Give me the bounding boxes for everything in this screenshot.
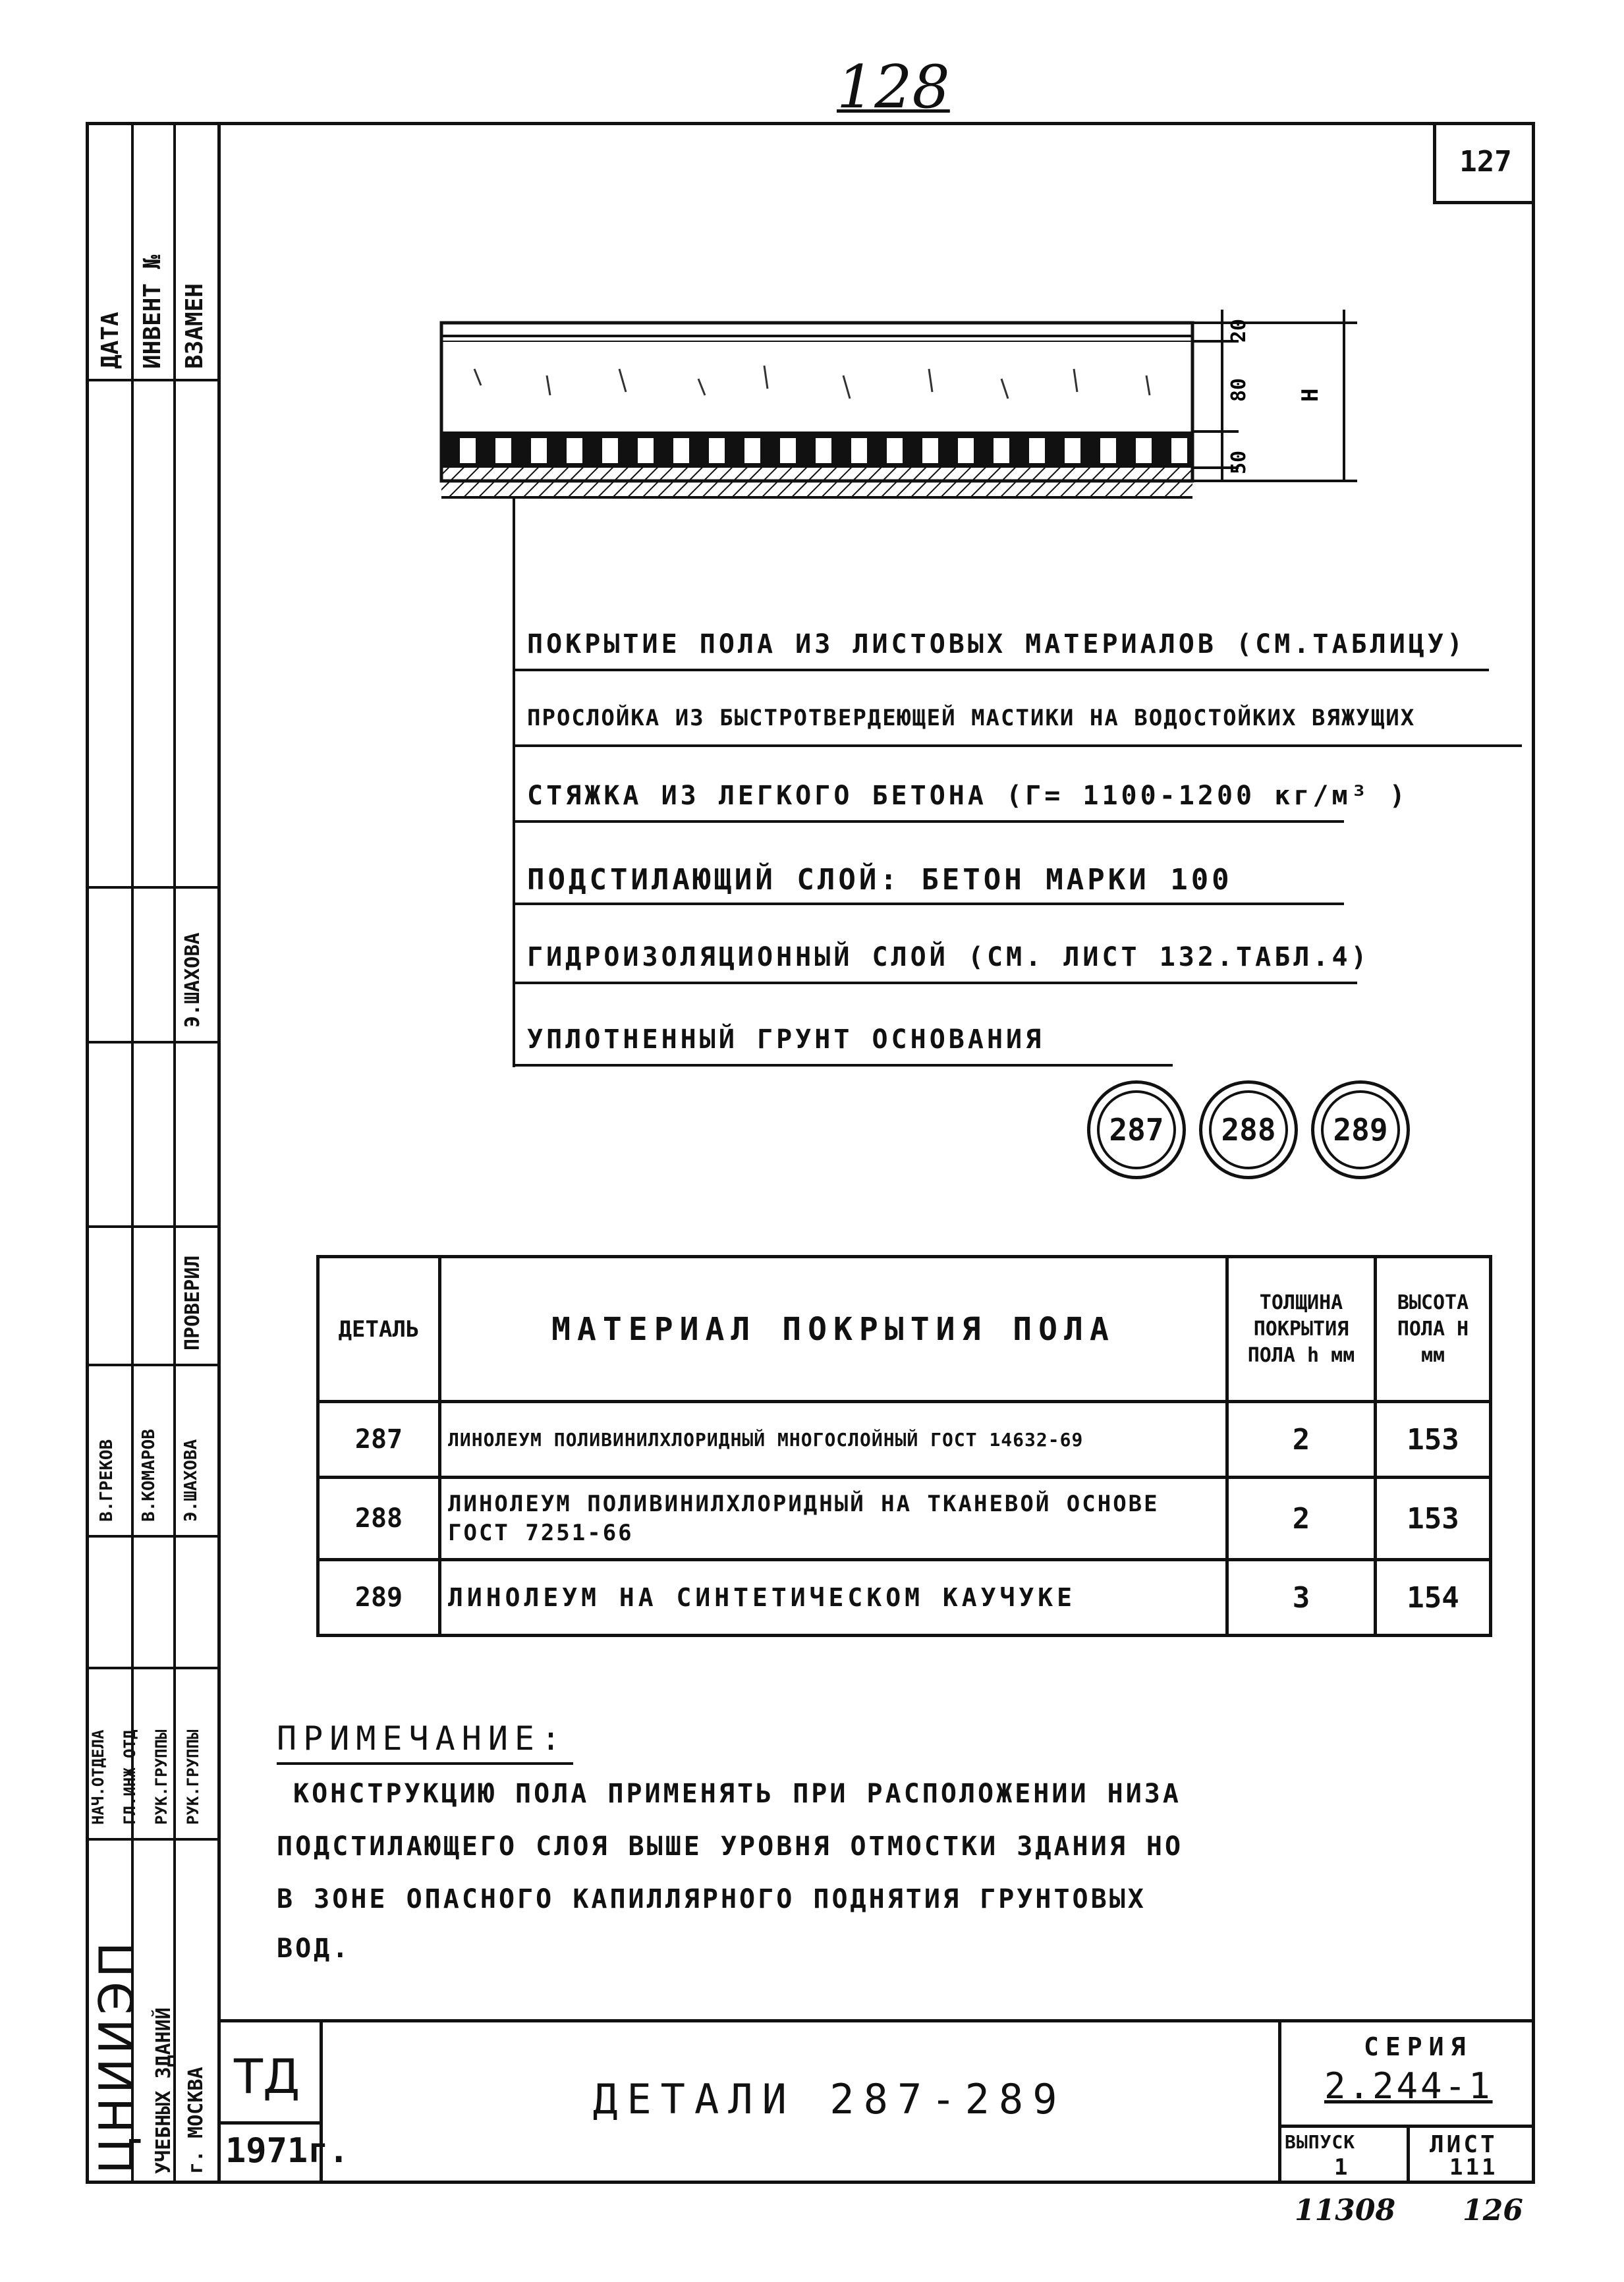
dimension-50: 50 — [1227, 450, 1250, 474]
name-shahova: Э.ШАХОВА — [181, 1439, 201, 1522]
dimension-80: 80 — [1227, 377, 1250, 402]
dimension-total: H — [1297, 388, 1324, 402]
org-sub-1: УЧЕБНЫХ ЗДАНИЙ — [152, 2007, 175, 2174]
dimension-lines — [1192, 310, 1357, 481]
corner-box — [1433, 122, 1535, 204]
row-height: 154 — [1376, 1560, 1491, 1636]
layer-line-6 — [514, 1064, 1173, 1067]
detail-circle-288: 288 — [1199, 1080, 1298, 1179]
row-material: ЛИНОЛЕУМ ПОЛИВИНИЛХЛОРИДНЫЙ НА ТКАНЕВОЙ ОСНОВЕ ГОСТ 7251-66 — [440, 1478, 1227, 1560]
bottom-number-1: 11308 — [1295, 2194, 1396, 2227]
title-main: ДЕТАЛИ 287-289 — [593, 2075, 1067, 2123]
role-chief-eng: ГЛ.ИНЖ ОТД — [121, 1729, 139, 1825]
page-number-handwritten: 128 — [837, 53, 950, 122]
name-grekov: В.ГРЕКОВ — [97, 1439, 117, 1522]
layer-label-1: ПОКРЫТИЕ ПОЛА ИЗ ЛИСТОВЫХ МАТЕРИАЛОВ (СМ.ТАБЛИЦУ) — [527, 629, 1467, 659]
sheet-number: 111 — [1449, 2154, 1498, 2181]
row-thickness: 3 — [1227, 1560, 1376, 1636]
role-group-lead-1: РУК.ГРУППЫ — [152, 1729, 171, 1825]
title-code: ТД — [234, 2049, 300, 2104]
row-detail: 288 — [318, 1478, 440, 1560]
stamp-replace-label: ВЗАМЕН — [181, 283, 208, 369]
row-height: 153 — [1376, 1478, 1491, 1560]
detail-circle-289: 289 — [1311, 1080, 1410, 1179]
layer-label-6: УПЛОТНЕННЫЙ ГРУНТ ОСНОВАНИЯ — [527, 1024, 1045, 1055]
role-head-dept: НАЧ.ОТДЕЛА — [89, 1729, 107, 1825]
row-material: ЛИНОЛЕУМ НА СИНТЕТИЧЕСКОМ КАУЧУКЕ — [440, 1560, 1227, 1636]
row-material: ЛИНОЛЕУМ ПОЛИВИНИЛХЛОРИДНЫЙ МНОГОСЛОЙНЫЙ ГОСТ 14632-69 — [440, 1402, 1227, 1478]
row-thickness: 2 — [1227, 1402, 1376, 1478]
layer-label-4: ПОДСТИЛАЮЩИЙ СЛОЙ: БЕТОН МАРКИ 100 — [527, 863, 1233, 897]
note-line-3: В ЗОНЕ ОПАСНОГО КАПИЛЛЯРНОГО ПОДНЯТИЯ ГРУНТОВЫХ — [277, 1884, 1146, 1914]
detail-circle-287: 287 — [1087, 1080, 1186, 1179]
header-thickness: ТОЛЩИНА ПОКРЫТИЯ ПОЛА h мм — [1227, 1257, 1376, 1402]
org-name: ЦНИИЭП — [89, 1937, 144, 2174]
layer-label-3: СТЯЖКА ИЗ ЛЕГКОГО БЕТОНА (Г= 1100-1200 кг/м³ ) — [527, 781, 1409, 811]
layer-line-4 — [514, 903, 1344, 905]
corner-box-number: 127 — [1459, 144, 1512, 179]
note-line-2: ПОДСТИЛАЮЩЕГО СЛОЯ ВЫШЕ УРОВНЯ ОТМОСТКИ ЗДАНИЯ НО — [277, 1831, 1184, 1862]
stamp-sidebar — [86, 122, 217, 2184]
row-thickness: 2 — [1227, 1478, 1376, 1560]
floor-section-drawing — [422, 270, 1364, 514]
title-year: 1971г. — [225, 2131, 349, 2171]
issue-number: 1 — [1334, 2154, 1351, 2181]
dimension-20: 20 — [1227, 318, 1250, 343]
bottom-number-2: 126 — [1463, 2194, 1523, 2227]
note-line-1: КОНСТРУКЦИЮ ПОЛА ПРИМЕНЯТЬ ПРИ РАСПОЛОЖЕНИИ НИЗА — [293, 1779, 1181, 1809]
row-detail: 287 — [318, 1402, 440, 1478]
note-title-underline — [277, 1762, 573, 1765]
header-material: МАТЕРИАЛ ПОКРЫТИЯ ПОЛА — [440, 1257, 1227, 1402]
series-label: СЕРИЯ — [1364, 2032, 1472, 2061]
layer-line-3 — [514, 820, 1344, 823]
note-line-4: ВОД. — [277, 1934, 351, 1964]
checked-name: Э.ШАХОВА — [181, 932, 204, 1028]
issue-label: ВЫПУСК — [1285, 2131, 1356, 2153]
layers-section — [441, 323, 1192, 497]
org-sub-2: г. МОСКВА — [184, 2067, 208, 2174]
layer-label-5: ГИДРОИЗОЛЯЦИОННЫЙ СЛОЙ (СМ. ЛИСТ 132.ТАБЛ.4) — [527, 942, 1370, 972]
header-detail: ДЕТАЛЬ — [318, 1257, 440, 1402]
materials-table — [316, 1255, 1492, 1637]
role-group-lead-2: РУК.ГРУППЫ — [184, 1729, 202, 1825]
name-komarov: В.КОМАРОВ — [139, 1429, 159, 1522]
layer-label-2: ПРОСЛОЙКА ИЗ БЫСТРОТВЕРДЕЮЩЕЙ МАСТИКИ НА ВОДОСТОЙКИХ ВЯЖУЩИХ — [527, 705, 1416, 731]
row-height: 153 — [1376, 1402, 1491, 1478]
table-row — [318, 1560, 1491, 1636]
layer-line-1 — [514, 669, 1489, 671]
layer-line-2 — [514, 744, 1522, 747]
stamp-inventory-label: ИНВЕНТ № — [139, 254, 166, 369]
layer-line-5 — [514, 982, 1357, 984]
row-detail: 289 — [318, 1560, 440, 1636]
note-title: ПРИМЕЧАНИЕ: — [277, 1719, 568, 1758]
checked-label: ПРОВЕРИЛ — [181, 1255, 204, 1350]
title-block — [217, 2019, 1535, 2184]
stamp-date-label: ДАТА — [97, 312, 124, 369]
table-row — [318, 1402, 1491, 1478]
series-number: 2.244-1 — [1324, 2065, 1493, 2107]
sheet-label: ЛИСТ — [1430, 2131, 1498, 2158]
header-height: ВЫСОТА ПОЛА H мм — [1376, 1257, 1491, 1402]
table-row — [318, 1478, 1491, 1560]
